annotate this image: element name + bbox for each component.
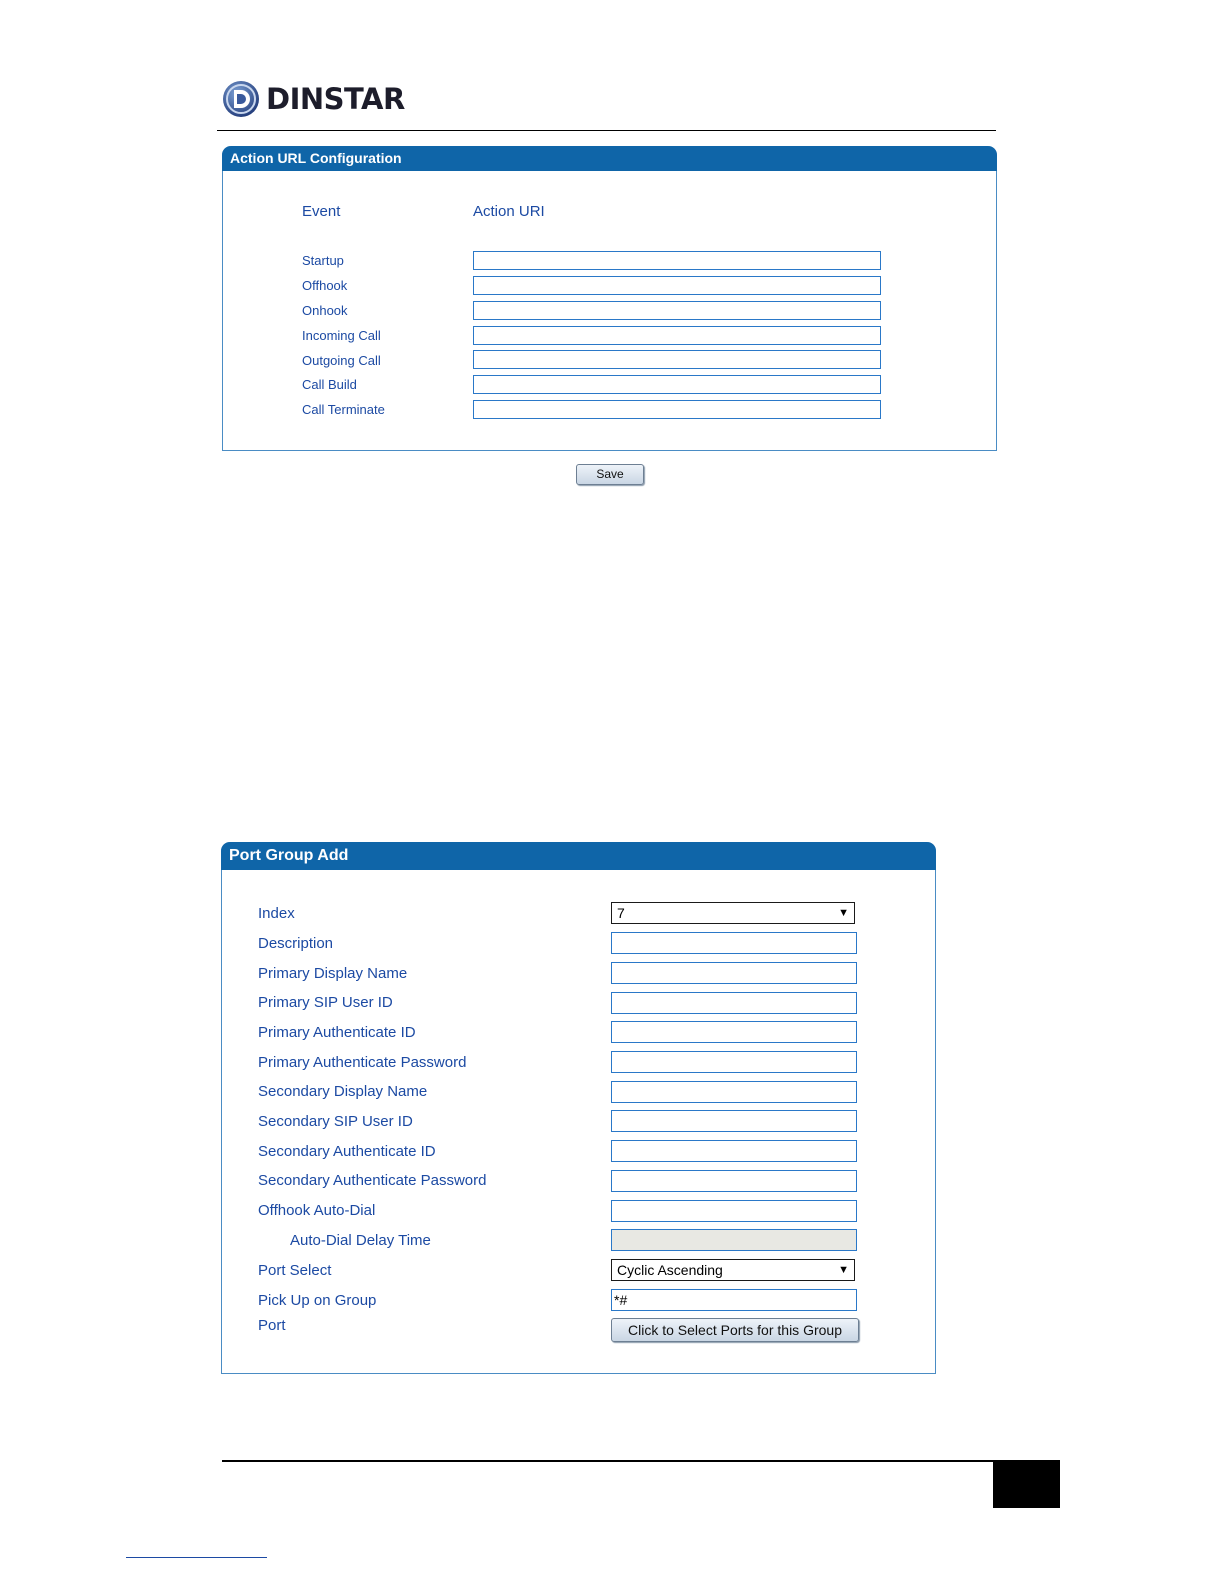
event-label-startup: Startup <box>302 253 344 268</box>
secondary-authenticate-password-input[interactable] <box>611 1170 857 1192</box>
secondary-authenticate-id-label: Secondary Authenticate ID <box>258 1143 436 1160</box>
action-url-header <box>222 146 997 171</box>
secondary-display-name-label: Secondary Display Name <box>258 1083 428 1100</box>
primary-authenticate-id-label: Primary Authenticate ID <box>258 1024 416 1041</box>
auto-dial-delay-time-input <box>611 1229 857 1251</box>
dropdown-arrow-icon: ▼ <box>838 907 849 919</box>
secondary-display-name-input[interactable] <box>611 1081 857 1103</box>
outgoing-call-uri-input[interactable] <box>473 350 881 369</box>
primary-display-name-input[interactable] <box>611 962 857 984</box>
primary-sip-user-id-input[interactable] <box>611 992 857 1014</box>
page-number-box <box>993 1462 1060 1508</box>
secondary-authenticate-id-input[interactable] <box>611 1140 857 1162</box>
footer-link-underline <box>126 1557 267 1558</box>
secondary-sip-user-id-label: Secondary SIP User ID <box>258 1113 413 1130</box>
brand-name: DINSTAR <box>266 82 405 116</box>
secondary-authenticate-password-label: Secondary Authenticate Password <box>258 1172 487 1189</box>
description-label: Description <box>258 935 334 952</box>
primary-display-name-label: Primary Display Name <box>258 965 408 982</box>
select-ports-button[interactable]: Click to Select Ports for this Group <box>611 1318 859 1342</box>
save-button[interactable]: Save <box>576 464 644 485</box>
dinstar-logo <box>222 78 405 120</box>
port-select-dropdown[interactable] <box>611 1259 855 1281</box>
primary-sip-user-id-label: Primary SIP User ID <box>258 994 393 1011</box>
pick-up-on-group-label: Pick Up on Group <box>258 1292 377 1309</box>
startup-uri-input[interactable] <box>473 251 881 270</box>
dinstar-logo-icon <box>222 80 260 118</box>
index-select-value: 7 <box>617 905 625 921</box>
secondary-sip-user-id-input[interactable] <box>611 1110 857 1132</box>
event-label-outgoing-call: Outgoing Call <box>302 353 381 368</box>
call-build-uri-input[interactable] <box>473 375 881 394</box>
event-label-incoming-call: Incoming Call <box>302 328 381 343</box>
primary-authenticate-password-input[interactable] <box>611 1051 857 1073</box>
event-label-offhook: Offhook <box>302 278 348 293</box>
event-label-onhook: Onhook <box>302 303 348 318</box>
port-label: Port <box>258 1317 286 1334</box>
port-group-header <box>221 842 936 870</box>
incoming-call-uri-input[interactable] <box>473 326 881 345</box>
dropdown-arrow-icon: ▼ <box>838 1264 849 1276</box>
footer-divider <box>222 1460 1060 1462</box>
description-input[interactable] <box>611 932 857 954</box>
index-label: Index <box>258 905 295 922</box>
onhook-uri-input[interactable] <box>473 301 881 320</box>
primary-authenticate-password-label: Primary Authenticate Password <box>258 1054 467 1071</box>
event-label-call-build: Call Build <box>302 377 357 392</box>
index-select[interactable] <box>611 902 855 924</box>
pick-up-on-group-input[interactable] <box>611 1289 857 1311</box>
offhook-auto-dial-label: Offhook Auto-Dial <box>258 1202 376 1219</box>
offhook-auto-dial-input[interactable] <box>611 1200 857 1222</box>
action-uri-column-header: Action URI <box>473 203 545 220</box>
event-label-call-terminate: Call Terminate <box>302 402 385 417</box>
port-select-value: Cyclic Ascending <box>617 1262 723 1278</box>
offhook-uri-input[interactable] <box>473 276 881 295</box>
auto-dial-delay-time-label: Auto-Dial Delay Time <box>290 1232 431 1249</box>
port-select-label: Port Select <box>258 1262 332 1279</box>
call-terminate-uri-input[interactable] <box>473 400 881 419</box>
primary-authenticate-id-input[interactable] <box>611 1021 857 1043</box>
port-group-title: Port Group Add <box>229 847 349 864</box>
action-url-title: Action URL Configuration <box>230 150 402 166</box>
event-column-header: Event <box>302 203 341 220</box>
header-divider <box>217 130 996 131</box>
